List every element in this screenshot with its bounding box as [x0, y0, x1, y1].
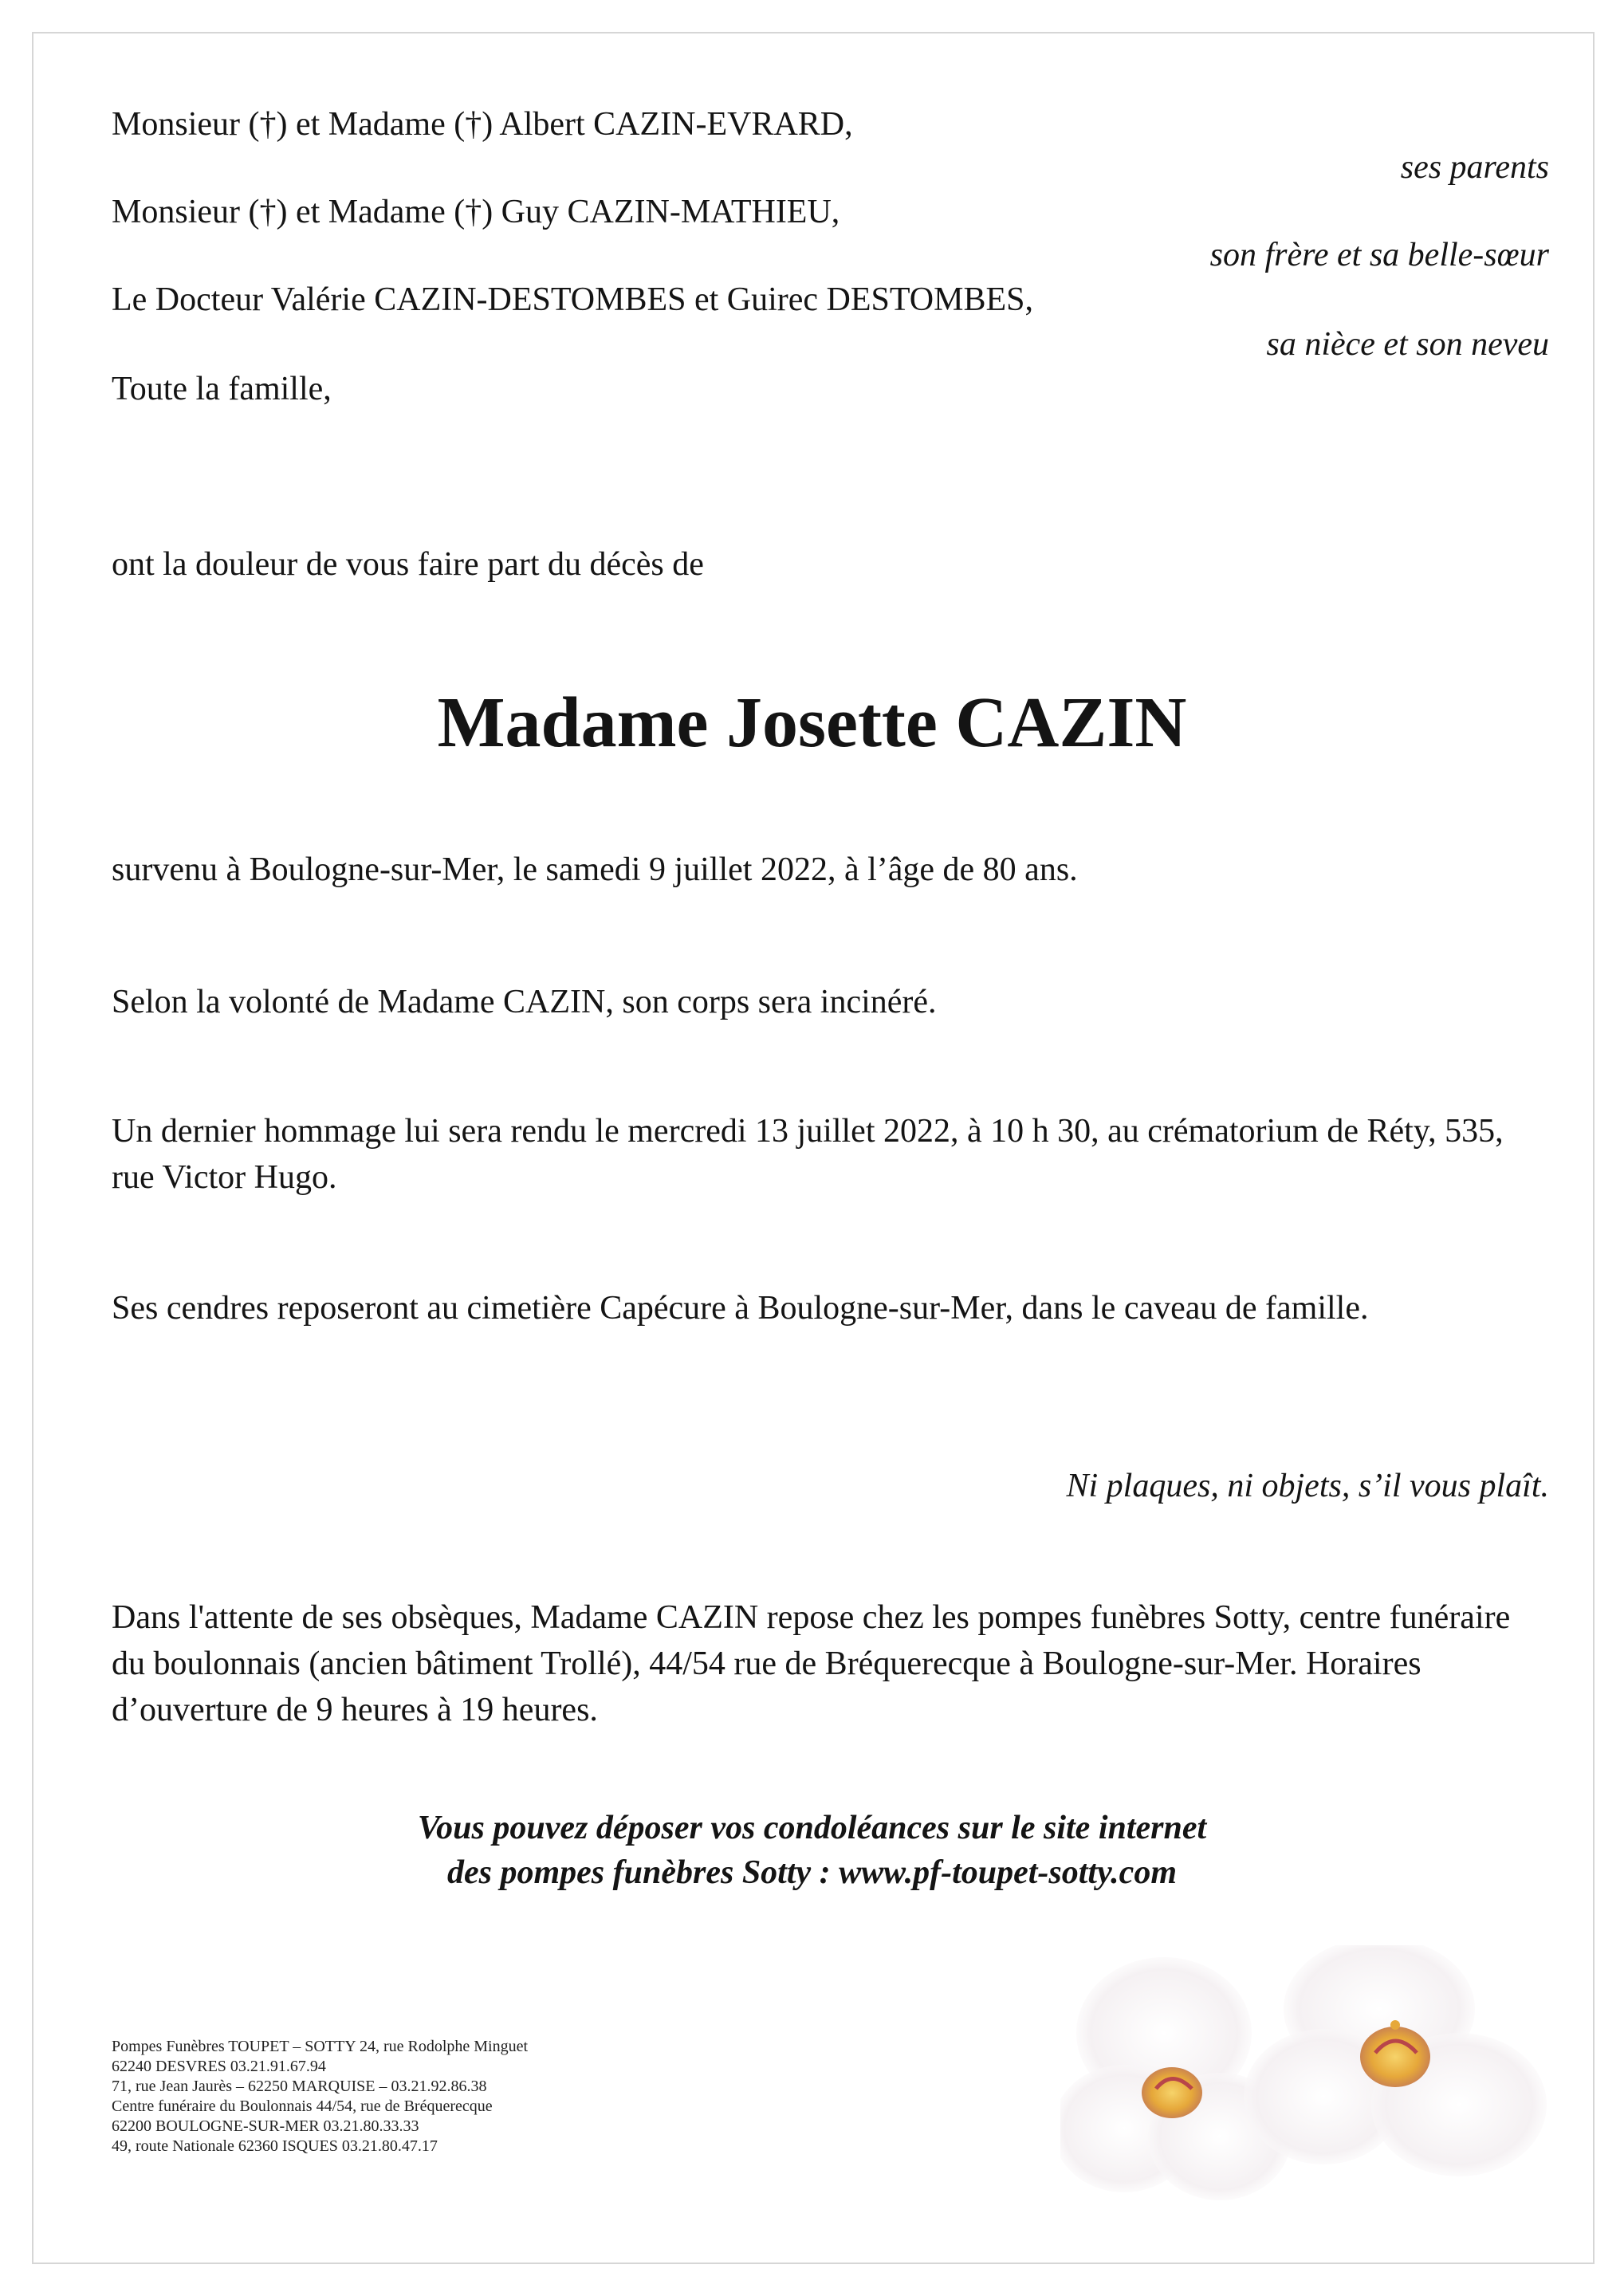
family-line-4: Toute la famille,: [112, 371, 332, 407]
footer-line-2: 62240 DESVRES 03.21.91.67.94: [112, 2058, 326, 2075]
tribute-paragraph: Un dernier hommage lui sera rendu le mercredi 13 juillet 2022, à 10 h 30, au crématorium de Réty, 535, rue Victor Hugo.: [112, 1113, 1504, 1196]
footer-line-6: 49, route Nationale 62360 ISQUES 03.21.80.47.17: [112, 2137, 438, 2155]
family-line-2: Monsieur (†) et Madame (†) Guy CAZIN-MATHIEU,: [112, 194, 840, 230]
family-relation-2: son frère et sa belle-sœur: [1209, 237, 1549, 273]
orchid-flowers-image: [1060, 1945, 1555, 2216]
wish-paragraph: Selon la volonté de Madame CAZIN, son corps sera incinéré.: [112, 984, 937, 1020]
footer-line-5: 62200 BOULOGNE-SUR-MER 03.21.80.33.33: [112, 2117, 419, 2135]
ashes-paragraph: Ses cendres reposeront au cimetière Capécure à Boulogne-sur-Mer, dans le caveau de famille.: [112, 1290, 1369, 1327]
footer-line-1: Pompes Funèbres TOUPET – SOTTY 24, rue Rodolphe Minguet: [112, 2038, 529, 2055]
family-line-3: Le Docteur Valérie CAZIN-DESTOMBES et Guirec DESTOMBES,: [112, 281, 1034, 318]
funeral-home-address: [112, 2037, 528, 2156]
waiting-paragraph: Dans l'attente de ses obsèques, Madame CAZIN repose chez les pompes funèbres Sotty, centre funéraire du boulonnais (ancien bâtiment Trollé), 44/54 rue de Bréquerecque à Boulogne-sur-Mer. Horaires d’ouverture de 9 heures à 19 heures.: [112, 1599, 1511, 1728]
footer-line-4: Centre funéraire du Boulonnais 44/54, rue de Bréquerecque: [112, 2097, 493, 2115]
footer-line-3: 71, rue Jean Jaurès – 62250 MARQUISE – 03.21.92.86.38: [112, 2078, 487, 2095]
family-relation-1: ses parents: [1400, 149, 1549, 186]
deceased-name: Madame Josette CAZIN: [437, 683, 1187, 762]
announce-line: ont la douleur de vous faire part du décès de: [112, 546, 704, 583]
family-line-1: Monsieur (†) et Madame (†) Albert CAZIN-EVRARD,: [112, 106, 853, 143]
death-paragraph: survenu à Boulogne-sur-Mer, le samedi 9 juillet 2022, à l’âge de 80 ans.: [112, 851, 1078, 888]
orchid-right: [1244, 1945, 1547, 2176]
family-relation-3: sa nièce et son neveu: [1266, 326, 1549, 363]
condolences-line-1: Vous pouvez déposer vos condoléances sur le site internet: [417, 1810, 1207, 1846]
no-flowers-note: Ni plaques, ni objets, s’il vous plaît.: [1066, 1468, 1549, 1504]
condolences-note: [0, 1806, 1624, 1895]
condolences-line-2: des pompes funèbres Sotty : www.pf-toupet-sotty.com: [447, 1854, 1177, 1891]
